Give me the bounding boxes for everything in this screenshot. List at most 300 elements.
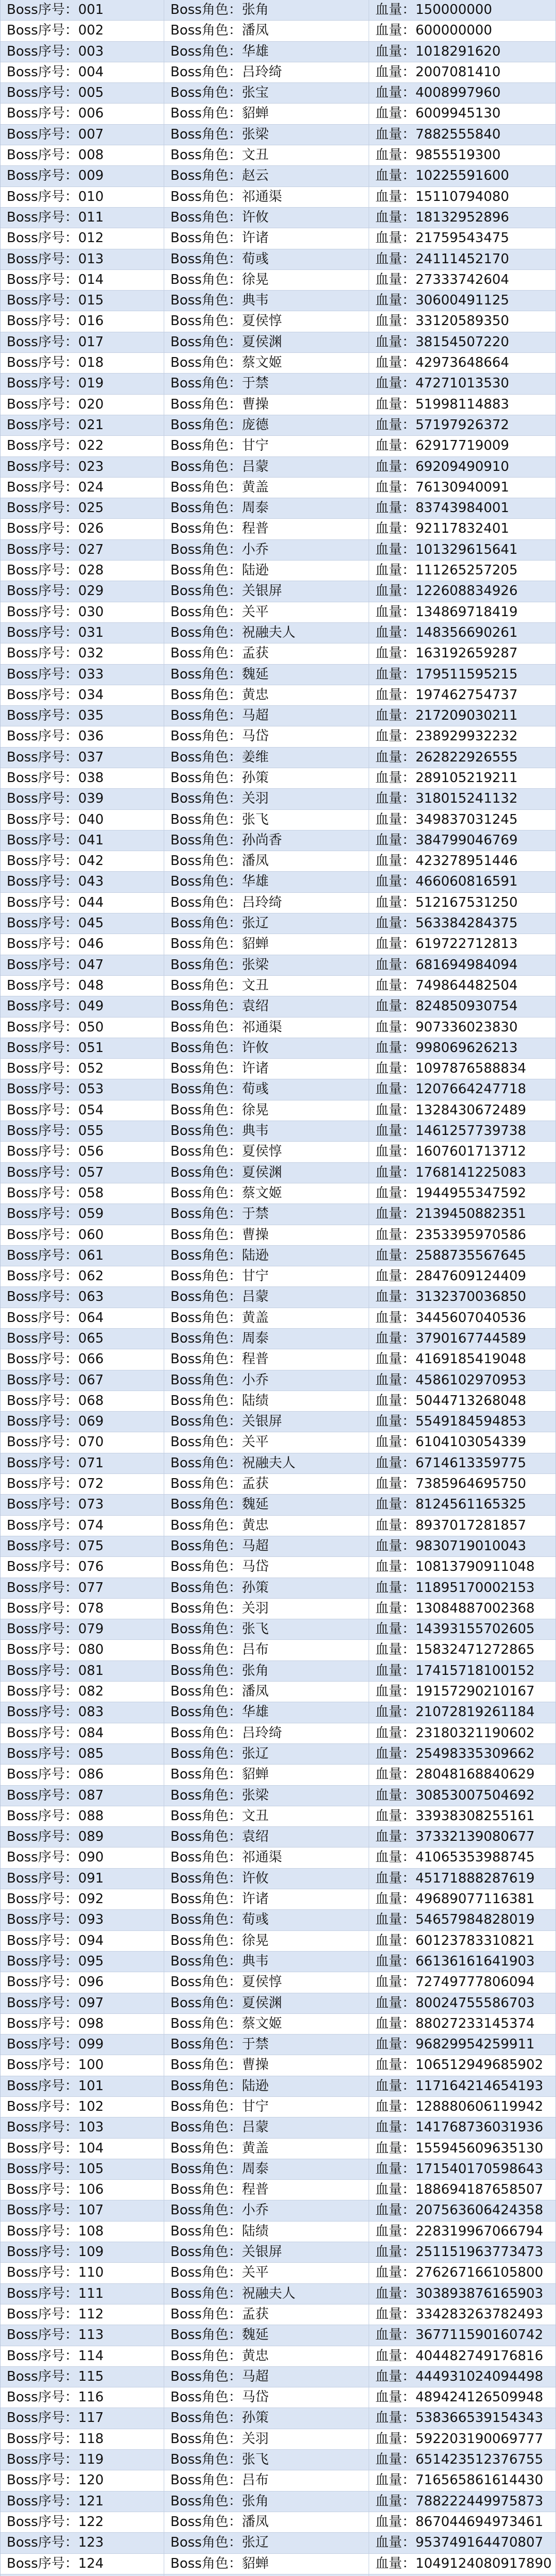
table-row [1,353,555,374]
boss-index-cell [1,893,164,913]
hp-value: 681694984094 [415,957,518,973]
hp-value: 1328430672489 [415,1102,527,1118]
table-row [1,1246,555,1266]
index-value: 111 [78,2285,104,2301]
hp-label: 血量： [375,1476,416,1492]
boss-role-cell [164,311,369,331]
hp-label: 血量： [375,1621,416,1637]
index-label: Boss序号： [7,2057,78,2073]
index-value: 055 [78,1123,104,1139]
table-row [1,291,555,311]
table-row [1,1557,555,1578]
index-label: Boss序号： [7,2493,78,2509]
hp-value: 1097876588834 [415,1061,527,1077]
role-value: 于禁 [241,1206,269,1222]
boss-role-cell [164,2159,369,2179]
table-row [1,1619,555,1640]
index-label: Boss序号： [7,2368,78,2384]
hp-label: 血量： [375,998,416,1014]
index-value: 091 [78,1870,104,1886]
hp-value: 2007081410 [415,64,501,80]
table-row [1,125,555,145]
boss-hp-cell [369,1578,555,1598]
hp-value: 163192659287 [415,646,518,662]
boss-index-cell [1,2097,164,2117]
role-label: Boss角色： [170,2327,242,2343]
table-row [1,1536,555,1557]
boss-hp-cell [369,976,555,996]
hp-value: 1207664247718 [415,1081,527,1097]
hp-label: 血量： [375,2140,416,2156]
hp-label: 血量： [375,1455,416,1471]
boss-role-cell [164,1786,369,1806]
role-value: 荀彧 [241,1912,269,1928]
index-label: Boss序号： [7,1974,78,1990]
table-row [1,955,555,976]
index-value: 032 [78,646,104,662]
boss-role-cell [164,2180,369,2200]
boss-hp-cell [369,2055,555,2075]
index-value: 105 [78,2161,104,2177]
boss-hp-cell [369,478,555,498]
index-value: 004 [78,64,104,80]
hp-value: 3132370036850 [415,1289,527,1305]
boss-index-cell [1,374,164,394]
boss-role-cell [164,893,369,913]
role-value: 祝融夫人 [241,2285,296,2301]
index-label: Boss序号： [7,1061,78,1077]
boss-role-cell [164,2492,369,2512]
hp-label: 血量： [375,438,416,454]
boss-index-cell [1,145,164,165]
role-value: 甘宁 [241,1268,269,1284]
hp-label: 血量： [375,2327,416,2343]
boss-index-cell [1,1702,164,1722]
hp-value: 171540170598643 [415,2161,544,2177]
hp-value: 303893876165903 [415,2285,544,2301]
hp-value: 907336023830 [415,1019,518,1035]
table-row [1,1516,555,1536]
table-row [1,62,555,83]
index-label: Boss序号： [7,2202,78,2218]
role-value: 马超 [241,2368,269,2384]
role-value: 祝融夫人 [241,1455,296,1471]
table-row [1,2429,555,2450]
role-label: Boss角色： [170,1123,242,1139]
role-value: 张飞 [241,811,269,827]
boss-hp-cell [369,1993,555,2013]
table-row [1,810,555,831]
hp-value: 5549184594853 [415,1414,527,1430]
index-label: Boss序号： [7,500,78,516]
boss-index-cell [1,1391,164,1411]
boss-hp-cell [369,1516,555,1536]
boss-hp-cell [369,2242,555,2262]
boss-role-cell [164,872,369,892]
index-value: 005 [78,85,104,101]
role-value: 许攸 [241,209,269,225]
role-value: 蔡文姬 [241,355,282,371]
boss-hp-cell [369,2035,555,2055]
boss-role-cell [164,831,369,851]
hp-label: 血量： [375,1414,416,1430]
index-label: Boss序号： [7,853,78,869]
table-row [1,996,555,1017]
hp-label: 血量： [375,1434,416,1450]
boss-hp-cell [369,1889,555,1909]
index-value: 117 [78,2410,104,2426]
role-label: Boss角色： [170,687,242,703]
table-row [1,395,555,415]
boss-index-cell [1,353,164,373]
boss-index-cell [1,1827,164,1847]
boss-hp-cell [369,2554,555,2574]
boss-hp-cell [369,249,555,269]
role-value: 陆逊 [241,563,269,579]
boss-role-cell [164,996,369,1016]
role-label: Boss角色： [170,874,242,890]
hp-label: 血量： [375,85,416,101]
boss-hp-cell [369,21,555,41]
index-value: 002 [78,23,104,39]
hp-label: 血量： [375,853,416,869]
boss-role-cell [164,1495,369,1515]
boss-index-cell [1,2512,164,2532]
role-label: Boss角色： [170,168,242,184]
hp-value: 23180321190602 [415,1725,535,1741]
index-label: Boss序号： [7,1289,78,1305]
boss-role-cell [164,2304,369,2325]
hp-value: 7385964695750 [415,1476,527,1492]
boss-index-cell [1,1557,164,1577]
boss-role-cell [164,187,369,207]
hp-label: 血量： [375,1123,416,1139]
boss-index-cell [1,478,164,498]
index-value: 087 [78,1787,104,1803]
boss-hp-cell [369,498,555,518]
table-row [1,498,555,519]
boss-hp-cell [369,2450,555,2470]
hp-label: 血量： [375,1372,416,1388]
boss-hp-cell [369,2284,555,2304]
hp-label: 血量： [375,1808,416,1824]
boss-role-cell [164,395,369,415]
boss-index-cell [1,0,164,20]
role-label: Boss角色： [170,770,242,786]
index-value: 027 [78,541,104,557]
hp-label: 血量： [375,189,416,205]
boss-index-cell [1,1329,164,1349]
index-value: 026 [78,521,104,537]
index-value: 076 [78,1559,104,1575]
hp-label: 血量： [375,23,416,39]
index-label: Boss序号： [7,2037,78,2053]
role-value: 孟获 [241,2306,269,2322]
role-value: 华雄 [241,1704,269,1720]
boss-role-cell [164,270,369,290]
table-row [1,2492,555,2512]
index-value: 100 [78,2057,104,2073]
index-value: 120 [78,2472,104,2488]
index-label: Boss序号： [7,355,78,371]
index-value: 081 [78,1663,104,1679]
boss-index-cell [1,436,164,456]
table-row [1,1432,555,1453]
role-value: 甘宁 [241,438,269,454]
table-row [1,0,555,21]
table-row [1,2470,555,2491]
boss-index-cell [1,21,164,41]
index-label: Boss序号： [7,2535,78,2551]
hp-value: 1607601713712 [415,1144,527,1160]
index-label: Boss序号： [7,894,78,910]
boss-role-cell [164,498,369,518]
boss-role-cell [164,1432,369,1452]
index-label: Boss序号： [7,2389,78,2405]
index-value: 028 [78,563,104,579]
index-value: 116 [78,2389,104,2405]
boss-role-cell [164,1287,369,1307]
index-value: 030 [78,604,104,620]
hp-value: 76130940091 [415,479,509,495]
table-row [1,1183,555,1204]
hp-value: 6714613359775 [415,1455,527,1471]
boss-hp-cell [369,2159,555,2179]
hp-label: 血量： [375,1081,416,1097]
index-value: 113 [78,2327,104,2343]
boss-index-cell [1,1952,164,1972]
boss-role-cell [164,1972,369,1992]
boss-hp-cell [369,2470,555,2490]
index-label: Boss序号： [7,977,78,993]
index-value: 025 [78,500,104,516]
role-value: 祝融夫人 [241,624,296,640]
boss-role-cell [164,0,369,20]
hp-label: 血量： [375,1206,416,1222]
table-row [1,1682,555,1702]
index-value: 050 [78,1019,104,1035]
role-value: 吕蒙 [241,2120,269,2136]
role-value: 潘凤 [241,853,269,869]
boss-hp-cell [369,1557,555,1577]
index-value: 080 [78,1642,104,1658]
role-label: Boss角色： [170,1829,242,1845]
boss-index-cell [1,1661,164,1681]
role-label: Boss角色： [170,749,242,765]
role-label: Boss角色： [170,811,242,827]
index-label: Boss序号： [7,1995,78,2011]
index-label: Boss序号： [7,1476,78,1492]
index-value: 061 [78,1247,104,1263]
table-row [1,1744,555,1765]
table-row [1,831,555,851]
boss-index-cell [1,1370,164,1391]
hp-label: 血量： [375,1663,416,1679]
index-label: Boss序号： [7,23,78,39]
table-row [1,789,555,809]
hp-value: 600000000 [415,23,492,39]
boss-role-cell [164,768,369,788]
role-label: Boss角色： [170,1476,242,1492]
hp-label: 血量： [375,2389,416,2405]
role-value: 孟获 [241,646,269,662]
index-value: 056 [78,1144,104,1160]
boss-index-cell [1,872,164,892]
index-value: 122 [78,2514,104,2530]
role-label: Boss角色： [170,2452,242,2468]
boss-role-cell [164,374,369,394]
boss-hp-cell [369,540,555,560]
table-row [1,561,555,581]
boss-hp-cell [369,270,555,290]
hp-label: 血量： [375,500,416,516]
boss-hp-cell [369,1869,555,1889]
boss-index-cell [1,2284,164,2304]
table-row [1,643,555,664]
boss-index-cell [1,2222,164,2242]
boss-hp-cell [369,1931,555,1951]
index-label: Boss序号： [7,687,78,703]
index-label: Boss序号： [7,624,78,640]
role-value: 夏侯惇 [241,1144,282,1160]
table-row [1,2222,555,2242]
table-row [1,83,555,104]
role-value: 吕玲绮 [241,64,282,80]
boss-index-cell [1,2242,164,2262]
hp-value: 38154507220 [415,334,509,350]
index-value: 104 [78,2140,104,2156]
role-value: 典韦 [241,293,269,309]
table-row [1,1163,555,1183]
hp-label: 血量： [375,1144,416,1160]
role-label: Boss角色： [170,2161,242,2177]
boss-hp-cell [369,83,555,103]
boss-role-cell [164,1412,369,1432]
boss-role-cell [164,1806,369,1826]
boss-hp-cell [369,1038,555,1058]
hp-label: 血量： [375,894,416,910]
index-label: Boss序号： [7,916,78,931]
hp-value: 4008997960 [415,85,501,101]
index-label: Boss序号： [7,604,78,620]
hp-value: 404482749176816 [415,2348,544,2364]
hp-value: 30600491125 [415,293,509,309]
boss-hp-cell [369,1308,555,1328]
boss-hp-cell [369,2097,555,2117]
index-label: Boss序号： [7,646,78,662]
role-value: 小乔 [241,1372,269,1388]
role-value: 张梁 [241,957,269,973]
boss-hp-cell [369,166,555,186]
boss-role-cell [164,2450,369,2470]
boss-index-cell [1,602,164,622]
hp-label: 血量： [375,666,416,682]
index-label: Boss序号： [7,1331,78,1346]
role-label: Boss角色： [170,1393,242,1409]
table-row [1,540,555,561]
hp-label: 血量： [375,2452,416,2468]
role-value: 典韦 [241,1953,269,1969]
hp-value: 9855519300 [415,147,501,163]
hp-label: 血量： [375,1829,416,1845]
hp-value: 2588735567645 [415,1247,527,1263]
role-value: 张辽 [241,1745,269,1761]
boss-role-cell [164,1619,369,1639]
boss-role-cell [164,1952,369,1972]
table-row [1,1993,555,2014]
boss-hp-cell [369,2200,555,2221]
table-row [1,2263,555,2283]
boss-index-cell [1,62,164,82]
boss-index-cell [1,1972,164,1992]
boss-index-cell [1,726,164,747]
role-label: Boss角色： [170,2057,242,2073]
index-value: 114 [78,2348,104,2364]
boss-role-cell [164,976,369,996]
boss-role-cell [164,228,369,248]
table-row [1,1225,555,1246]
hp-value: 5044713268048 [415,1393,527,1409]
hp-label: 血量： [375,811,416,827]
hp-value: 179511595215 [415,666,518,682]
hp-value: 10225591600 [415,168,509,184]
boss-hp-cell [369,851,555,871]
boss-role-cell [164,1059,369,1079]
hp-value: 155945609635130 [415,2140,544,2156]
index-label: Boss序号： [7,728,78,744]
boss-hp-cell [369,561,555,581]
hp-label: 血量： [375,1040,416,1056]
boss-index-cell [1,2200,164,2221]
hp-value: 128880606119942 [415,2098,544,2114]
index-label: Boss序号： [7,64,78,80]
role-value: 魏延 [241,666,269,682]
index-label: Boss序号： [7,2285,78,2301]
role-value: 许攸 [241,1870,269,1886]
index-label: Boss序号： [7,1767,78,1783]
index-value: 064 [78,1310,104,1326]
boss-index-cell [1,332,164,352]
boss-role-cell [164,934,369,954]
role-label: Boss角色： [170,1953,242,1969]
role-label: Boss角色： [170,2140,242,2156]
hp-label: 血量： [375,2493,416,2509]
index-value: 068 [78,1393,104,1409]
boss-hp-cell [369,1972,555,1992]
boss-hp-cell [369,831,555,851]
role-value: 张辽 [241,2535,269,2551]
role-value: 荀彧 [241,251,269,267]
role-label: Boss角色： [170,1642,242,1658]
role-label: Boss角色： [170,1206,242,1222]
hp-label: 血量： [375,708,416,724]
boss-hp-cell [369,1827,555,1847]
role-value: 许攸 [241,1040,269,1056]
index-value: 040 [78,811,104,827]
hp-label: 血量： [375,2410,416,2426]
index-value: 060 [78,1227,104,1243]
index-label: Boss序号： [7,2348,78,2364]
hp-label: 血量： [375,749,416,765]
role-label: Boss角色： [170,936,242,952]
hp-label: 血量： [375,2202,416,2218]
role-label: Boss角色： [170,2472,242,2488]
hp-label: 血量： [375,43,416,59]
index-value: 067 [78,1372,104,1388]
role-value: 张角 [241,2493,269,2509]
index-value: 008 [78,147,104,163]
boss-role-cell [164,1349,369,1369]
